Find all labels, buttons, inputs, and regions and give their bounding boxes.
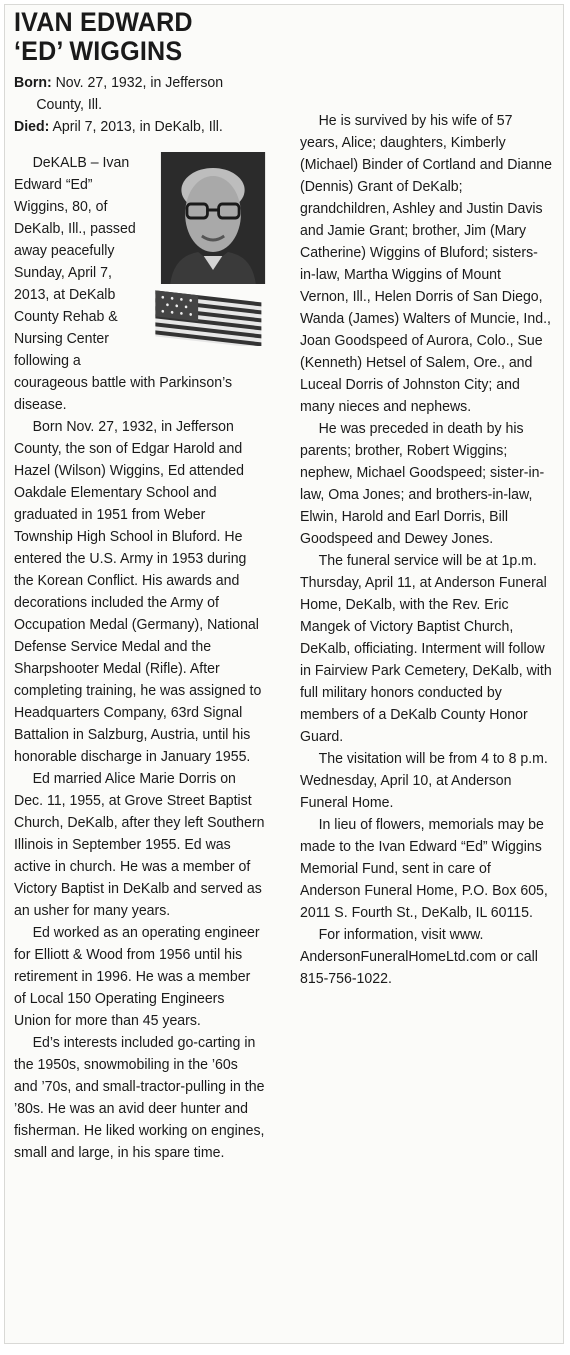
obituary-paragraph: Ed worked as an operating engineer for Elliott & Wood from 1956 until his retirement in 1996. He was a member of Local 150 Operating Engineers Union for more than 45 years. xyxy=(14,924,260,1029)
born-label: Born: xyxy=(14,74,52,91)
obituary-paragraph: In lieu of flowers, memorials may be made to the Ivan Edward “Ed” Wiggins Memorial Fund, sent in care of Anderson Funeral Home, P.O. Box 605, 2011 S. Fourth St., DeKalb, IL 60115. xyxy=(300,816,548,921)
obituary-paragraph: DeKALB – Ivan Edward “Ed” Wiggins, 80, of DeKalb, Ill., passed away peacefully Sunday, April 7, 2013, at DeKalb County Rehab & Nursing Center following a courageous battle with Parkinson’s disease. xyxy=(14,154,233,413)
died-value: April 7, 2013, in DeKalb, Ill. xyxy=(52,118,223,135)
obituary-name xyxy=(14,8,265,66)
portrait-photo-icon xyxy=(161,152,265,284)
born-value-cont: County, Ill. xyxy=(36,96,103,113)
name-line-2: ‘ED’ WIGGINS xyxy=(14,36,183,66)
obituary-paragraph: He is survived by his wife of 57 years, Alice; daughters, Kimberly (Michael) Binder of Cortland and Dianne (Dennis) Grant of DeKalb; grandchildren, Ashley and Justin Davis and Jamie Grant; brother, Jim (Mary Catherine) Wiggins of Bluford; sisters-in-law, Martha Wiggins of Mount Vernon, Ill., Helen Dorris of San Diego, Wanda (James) Walters of Muncie, Ind., Joan Goodspeed of Aurora, Colo., Sue (Kenneth) Hetsel of Salem, Ore., and Luceal Dorris of Johnston City; and many nieces and nephews. xyxy=(300,112,553,415)
born-line xyxy=(14,72,265,116)
photo-block xyxy=(152,152,265,353)
obituary-paragraph: The visitation will be from 4 to 8 p.m. Wednesday, April 10, at Anderson Funeral Home. xyxy=(300,750,548,811)
born-value: Nov. 27, 1932, in Jefferson xyxy=(55,74,224,91)
obituary-paragraph: The funeral service will be at 1p.m. Thursday, April 11, at Anderson Funeral Home, DeKalb, with the Rev. Eric Mangek of Victory Baptist Church, DeKalb, officiating. Interment will follow in Fairview Park Cemetery, DeKalb, with full military honors conducted by members of a DeKalb County Honor Guard. xyxy=(300,552,552,745)
name-line-1: IVAN EDWARD xyxy=(14,7,193,37)
left-column xyxy=(14,8,265,1164)
portrait-photo xyxy=(161,152,265,284)
obituary-paragraph: Ed’s interests included go-carting in the 1950s, snowmobiling in the ’60s and ’70s, and small-tractor-pulling in the ’80s. He was an avid deer hunter and fisherman. He liked working on engines, small and large, in his spare time. xyxy=(14,1034,265,1161)
died-line xyxy=(14,116,265,138)
obituary-paragraph: Born Nov. 27, 1932, in Jefferson County, the son of Edgar Harold and Hazel (Wilson) Wiggins, Ed attended Oakdale Elementary School and graduated in 1951 from Weber Township High School in Bluford. He entered the U.S. Army in 1953 during the Korean Conflict. His awards and decorations included the Army of Occupation Medal (Germany), National Defense Service Medal and the Sharpshooter Medal (Rifle). After completing training, he was assigned to Headquarters Company, 63rd Signal Battalion in Salzburg, Austria, until his honorable discharge in January 1955. xyxy=(14,418,262,765)
obituary-paragraph: Ed married Alice Marie Dorris on Dec. 11, 1955, at Grove Street Baptist Church, DeKalb, after they left Southern Illinois in September 1955. Ed was active in church. He was a member of Victory Baptist in DeKalb and served as an usher for many years. xyxy=(14,770,265,919)
obituary-body-left xyxy=(14,152,265,1164)
obituary-paragraph: He was preceded in death by his parents; brother, Robert Wiggins; nephew, Michael Goodspeed; sister-in-law, Oma Jones; and brothers-in-law, Elwin, Harold and Earl Dorris, Bill Goodspeed and Dewey Jones. xyxy=(300,420,545,547)
died-label: Died: xyxy=(14,118,50,135)
right-column xyxy=(300,110,553,990)
obituary-paragraph: For information, visit www. AndersonFuneralHomeLtd.com or call 815-756-1022. xyxy=(300,926,538,987)
us-flag-icon xyxy=(152,290,265,346)
